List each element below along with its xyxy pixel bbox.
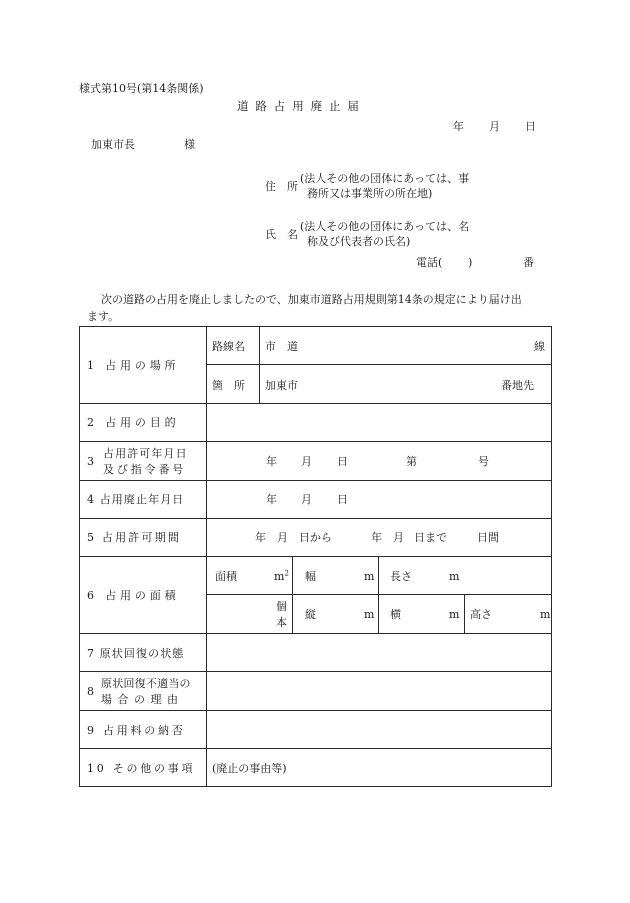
row8-number: 8	[87, 685, 94, 698]
name-note-1: (法人その他の団体にあっては、名	[300, 220, 470, 233]
row3-order-no: 号	[478, 455, 489, 468]
document-title: 道路占用廃止届	[237, 99, 366, 113]
row2-label: 2 占用の目的	[87, 416, 180, 429]
horiz-unit: m	[449, 608, 460, 621]
row8-label-a: 原状回復不適当の	[101, 677, 191, 690]
phone-label: 電話(	[416, 256, 443, 269]
row5-days: 日間	[477, 531, 499, 544]
row4-label: 4 占用廃止年月日	[87, 493, 185, 506]
row9-label: 9 占用料の納否	[87, 724, 186, 737]
area-unit-superscript: 2	[284, 569, 289, 578]
height-unit: m	[540, 608, 551, 621]
area-unit: $m^2$	[274, 569, 289, 583]
row3-label-a: 占用許可年月日	[103, 447, 188, 460]
row10-value: (廃止の事由等)	[212, 762, 287, 775]
route-name-prefix: 市 道	[265, 340, 298, 353]
intro-line-2: ます。	[87, 310, 120, 323]
row4-year: 年	[266, 493, 277, 506]
place-suffix: 番地先	[501, 379, 534, 392]
count-label-b: 本	[276, 616, 287, 629]
length-unit: m	[449, 570, 460, 583]
row3-number: 3	[87, 455, 94, 468]
address-note-1: (法人その他の団体にあっては、事	[300, 172, 470, 185]
route-name-suffix: 線	[534, 340, 545, 353]
phone-close: )	[468, 256, 473, 269]
form-number: 様式第10号(第14条関係)	[79, 82, 204, 95]
height-label: 高さ	[470, 608, 492, 621]
row8-label-b: 場合の理由	[101, 693, 184, 706]
place-label: 箇 所	[212, 379, 245, 392]
row5-month-1: 月	[277, 531, 288, 544]
date-year: 年	[453, 120, 464, 133]
count-label-a: 個	[276, 600, 287, 613]
addressee: 加東市長	[91, 138, 135, 151]
row3-label-b: 及び指令番号	[103, 463, 187, 476]
name-note-2: 称及び代表者の氏名)	[307, 235, 411, 248]
width-label: 幅	[305, 570, 316, 583]
address-note-2: 務所又は事業所の所在地)	[307, 187, 433, 200]
row3-day: 日	[337, 455, 348, 468]
row7-label: 7 原状回復の状態	[87, 647, 185, 660]
length-label: 長さ	[390, 570, 412, 583]
route-name-label: 路線名	[212, 340, 245, 353]
horiz-label: 横	[390, 608, 401, 621]
row3-month: 月	[301, 455, 312, 468]
row5-day-1: 日から	[299, 531, 332, 544]
honorific: 様	[184, 138, 195, 151]
row5-day-2: 日まで	[414, 531, 447, 544]
row5-label: 5 占用許可期間	[87, 531, 182, 544]
row1-label: 1 占用の場所	[87, 359, 180, 372]
row3-year: 年	[266, 455, 277, 468]
row10-label: 10 その他の事項	[87, 762, 196, 775]
intro-line-1: 次の道路の占用を廃止しましたので、加東市道路占用規則第14条の規定により届け出	[101, 293, 522, 306]
name-label: 氏 名	[265, 228, 298, 241]
row5-year-1: 年	[255, 531, 266, 544]
area-label: 面積	[215, 570, 237, 583]
row6-label: 6 占用の面積	[87, 589, 180, 602]
row4-month: 月	[301, 493, 312, 506]
vert-label: 縦	[305, 608, 316, 621]
address-label: 住 所	[265, 180, 298, 193]
date-day: 日	[525, 120, 536, 133]
phone-suffix: 番	[523, 256, 534, 269]
row3-order: 第	[406, 455, 417, 468]
row4-day: 日	[337, 493, 348, 506]
place-prefix: 加東市	[265, 379, 298, 392]
row5-year-2: 年	[371, 531, 382, 544]
date-month: 月	[489, 120, 500, 133]
row5-month-2: 月	[393, 531, 404, 544]
width-unit: m	[364, 570, 375, 583]
vert-unit: m	[364, 608, 375, 621]
report-table	[79, 326, 552, 787]
